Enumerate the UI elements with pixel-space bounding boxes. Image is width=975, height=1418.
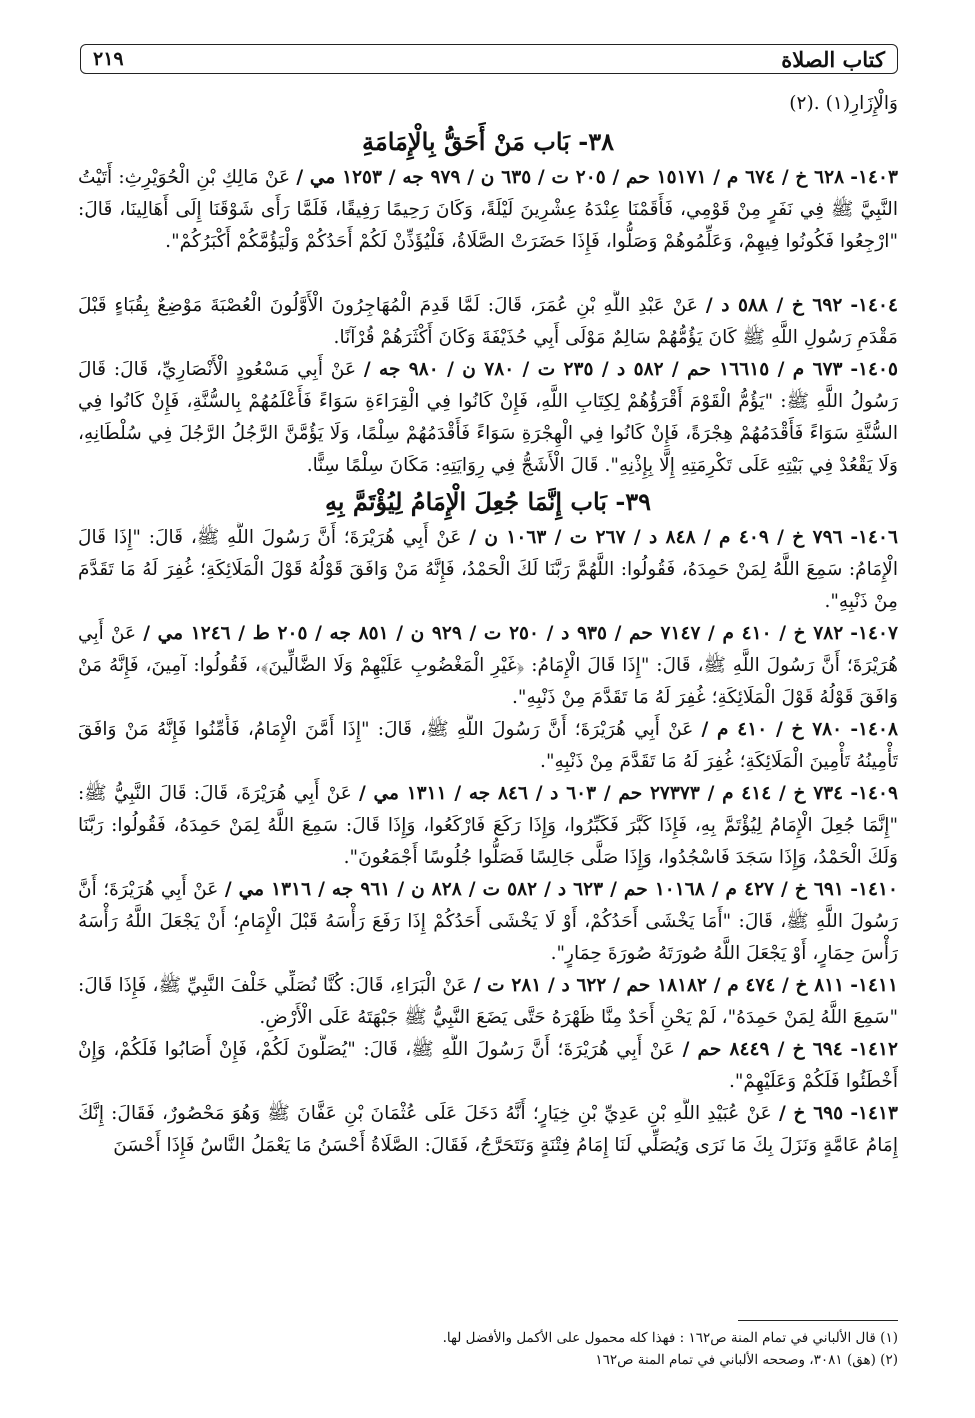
continued-text: وَالْإِزَارِ(١) .(٢)	[789, 93, 898, 114]
footnotes	[78, 1327, 898, 1371]
chapter-heading-38: ٣٨- بَاب مَنْ أَحَقُّ بِالْإِمَامَةِ	[362, 127, 614, 156]
hadith-references: ٦٩٤ خ / ٨٤٤٩ حم /	[682, 1039, 843, 1060]
hadith-number: ١٤٠٦-	[850, 527, 898, 548]
hadith-text: عَنْ أَبِي هُرَيْرَةَ؛ أَنَّ رَسُولَ اللَّهِ ﷺ، قَالَ: "إِذَا قَالَ الْإِمَامُ: ﴿غَيْرِ الْمَغْضُوبِ عَلَيْهِمْ وَلَا الضَّالِّينَ﴾، فَقُولُوا: آمِينَ، فَإِنَّهُ مَنْ وَافَقَ قَوْلُهُ قَوْلَ الْمَلَائِكَةِ؛ غُفِرَ لَهُ مَا تَقَدَّمَ مِنْ ذَنْبِهِ".	[78, 623, 898, 708]
hadith-references: ٨١١ خ / ٤٧٤ م / ١٨١٨٢ حم / ٦٢٢ د / ٢٨١ ت /	[473, 975, 845, 996]
footnote-divider	[738, 1320, 898, 1321]
hadith-number: ١٤١١-	[850, 975, 898, 996]
hadith-references: ٧٨٢ خ / ٤١٠ م / ٧١٤٧ حم / ٩٣٥ د / ٢٥٠ ت / ٩٢٩ ن / ٨٥١ جه / ٢٠٥ ط / ١٢٤٦ مي /	[143, 623, 844, 644]
hadith-number: ١٤١٣-	[850, 1103, 898, 1124]
hadith-1413	[78, 1098, 898, 1162]
hadith-references: ٧٩٦ خ / ٤٠٩ م / ٨٤٨ د / ٢٦٧ ت / ١٠٦٣ ن /	[469, 527, 843, 548]
hadith-number: ١٤٠٧-	[850, 623, 898, 644]
footnote-1: (١) قال الألباني في تمام المنة ص١٦٢ : فهذا كله محمول على الأكمل والأفضل لها.	[442, 1330, 898, 1346]
hadith-1412	[78, 1034, 898, 1098]
hadith-number: ١٤٠٨-	[850, 719, 898, 740]
hadith-text: عَنْ أَبِي هُرَيْرَةَ؛ أَنَّ رَسُولَ اللَّهِ ﷺ، قَالَ: "إِذَا قَالَ الْإِمَامُ: سَمِعَ اللَّهُ لِمَنْ حَمِدَهُ، فَقُولُوا: اللَّهُمَّ رَبَّنَا لَكَ الْحَمْدُ، فَإِنَّهُ مَنْ وَافَقَ قَوْلُهُ قَوْلَ الْمَلَائِكَةِ؛ غُفِرَ لَهُ مَا تَقَدَّمَ مِنْ ذَنْبِهِ".	[78, 527, 898, 612]
hadith-text: عَنْ أَبِي مَسْعُودٍ الْأَنْصَارِيِّ، قَالَ: قَالَ رَسُولُ اللَّهِ ﷺ: "يَؤُمُّ الْقَوْمَ أَقْرَؤُهُمْ لِكِتَابِ اللَّهِ، فَإِنْ كَانُوا فِي الْقِرَاءَةِ سَوَاءً فَأَعْلَمُهُمْ بِالسُّنَّةِ، فَإِنْ كَانُوا فِي السُّنَّةِ سَوَاءً فَأَقْدَمُهُمْ هِجْرَةً، فَإِنْ كَانُوا فِي الْهِجْرَةِ سَوَاءً فَأَقْدَمُهُمْ سِلْمًا، وَلَا يَؤُمَّنَّ الرَّجُلُ الرَّجُلَ فِي سُلْطَانِهِ، وَلَا يَقْعُدْ فِي بَيْتِهِ عَلَى تَكْرِمَتِهِ إِلَّا بِإِذْنِهِ". قَالَ الْأَشَجُّ فِي رِوَايَتِهِ: مَكَانَ سِلْمًا سِنًّا.	[78, 359, 898, 476]
page-body	[78, 88, 898, 1162]
hadith-number: ١٤١٠-	[850, 879, 898, 900]
footnote-2: (٢) (هق) ٣٠٨١، وصححه الألباني في تمام المنة ص١٦٢	[595, 1352, 898, 1368]
hadith-1408	[78, 714, 898, 778]
hadith-text: عَنْ أَبِي هُرَيْرَةَ؛ أَنَّ رَسُولَ اللَّهِ ﷺ، قَالَ: "أَمَا يَخْشَى أَحَدُكُمْ، أَوْ لَا يَخْشَى أَحَدُكُمْ إِذَا رَفَعَ رَأْسَهُ قَبْلَ الْإِمَامِ؛ أَنْ يَجْعَلَ اللَّهُ رَأْسَهُ رَأْسَ حِمَارٍ، أَوْ يَجْعَلَ اللَّهُ صُورَتَهُ صُورَةَ حِمَارٍ".	[78, 879, 898, 964]
hadith-text: عَنْ الْبَرَاءِ، قَالَ: كُنَّا نُصَلِّي خَلْفَ النَّبِيِّ ﷺ، فَإِذَا قَالَ: "سَمِعَ اللَّهُ لِمَنْ حَمِدَهُ"، لَمْ يَحْنِ أَحَدٌ مِنَّا ظَهْرَهُ حَتَّى يَضَعَ النَّبِيُّ ﷺ جَبْهَتَهُ عَلَى الْأَرْضِ.	[78, 975, 898, 1028]
hadith-number: ١٤٠٥-	[850, 359, 898, 380]
hadith-text: عَنْ عَبْدِ اللَّهِ بْنِ عُمَرَ، قَالَ: لَمَّا قَدِمَ الْمُهَاجِرُونَ الْأَوَّلُونَ الْعُصْبَةَ مَوْضِعٌ بِقُبَاءٍ قَبْلَ مَقْدَمِ رَسُولِ اللَّهِ ﷺ كَانَ يَؤُمُّهُمْ سَالِمٌ مَوْلَى أَبِي حُذَيْفَةَ وَكَانَ أَكْثَرَهُمْ قُرْآنًا.	[78, 295, 898, 348]
hadith-references: ٦٩٥ خ /	[778, 1103, 844, 1124]
hadith-1409	[78, 778, 898, 874]
hadith-text: عَنْ عُبَيْدِ اللَّهِ بْنِ عَدِيِّ بْنِ خِيَارٍ؛ أَنَّهُ دَخَلَ عَلَى عُثْمَانَ بْنِ عَفَّانَ ﷺ وَهُوَ مَحْصُورٌ، فَقَالَ: إِنَّكَ إِمَامُ عَامَّةٍ وَنَزَلَ بِكَ مَا نَرَى وَيُصَلِّي لَنَا إِمَامُ فِتْنَةٍ وَنَتَحَرَّجُ، فَقَالَ: الصَّلَاةُ أَحْسَنُ مَا يَعْمَلُ النَّاسُ فَإِذَا أَحْسَنَ	[78, 1103, 898, 1156]
hadith-references: ٦٩٢ خ / ٥٨٨ د /	[705, 295, 843, 316]
hadith-text: عَنْ مَالِكِ بْنِ الْحُوَيْرِثِ: أَتَيْتُ النَّبِيَّ ﷺ فِي نَفَرٍ مِنْ قَوْمِي، فَأَقَمْنَا عِنْدَهُ عِشْرِينَ لَيْلَةً، وَكَانَ رَحِيمًا رَفِيقًا، فَلَمَّا رَأَى شَوْقَنَا إِلَى أَهَالِينَا، قَالَ: "ارْجِعُوا فَكُونُوا فِيهِمْ، وَعَلِّمُوهُمْ وَصَلُّوا، فَإِذَا حَضَرَتْ الصَّلَاةُ، فَلْيُؤَذِّنْ لَكُمْ أَحَدُكُمْ وَلْيَؤُمَّكُمْ أَكْبَرُكُمْ".	[78, 167, 898, 252]
page-header	[80, 44, 898, 74]
hadith-text: عَنْ أَبِي هُرَيْرَةَ؛ أَنَّ رَسُولَ اللَّهِ ﷺ، قَالَ: "إِذَا أَمَّنَ الْإِمَامُ، فَأَمِّنُوا فَإِنَّهُ مَنْ وَافَقَ تَأْمِينُهُ تَأْمِينَ الْمَلَائِكَةِ؛ غُفِرَ لَهُ مَا تَقَدَّمَ مِنْ ذَنْبِهِ".	[78, 719, 898, 772]
book-title: كتاب الصلاة	[781, 46, 885, 72]
hadith-references: ٧٣٤ خ / ٤١٤ م / ٢٧٣٧٣ حم / ٦٠٣ د / ٨٤٦ جه / ١٣١١ مي /	[359, 783, 844, 804]
hadith-text: عَنْ أَبِي هُرَيْرَةَ؛ أَنَّ رَسُولَ اللَّهِ ﷺ، قَالَ: "يُصَلُّونَ لَكُمْ، فَإِنْ أَصَابُوا فَلَكُمْ، وَإِنْ أَخْطَئُوا فَلَكُمْ وَعَلَيْهِمْ".	[78, 1039, 898, 1092]
hadith-1407	[78, 618, 898, 714]
hadith-number: ١٤٠٤-	[850, 295, 898, 316]
hadith-number: ١٤١٢-	[850, 1039, 898, 1060]
hadith-number: ١٤٠٩-	[850, 783, 898, 804]
hadith-1403	[78, 162, 898, 290]
hadith-1405	[78, 354, 898, 482]
chapter-heading-39: ٣٩- بَاب إِنَّمَا جُعِلَ الْإِمَامُ لِيُؤْتَمَّ بِهِ	[324, 487, 652, 516]
hadith-text: عَنْ أَبِي هُرَيْرَةَ، قَالَ: قَالَ النَّبِيُّ ﷺ: "إِنَّمَا جُعِلَ الْإِمَامُ لِيُؤْتَمَّ بِهِ، فَإِذَا كَبَّرَ فَكَبِّرُوا، وَإِذَا رَكَعَ فَارْكَعُوا، وَإِذَا قَالَ: سَمِعَ اللَّهُ لِمَنْ حَمِدَهُ، فَقُولُوا: رَبَّنَا وَلَكَ الْحَمْدُ، وَإِذَا سَجَدَ فَاسْجُدُوا، وَإِذَا صَلَّى جَالِسًا فَصَلُّوا جُلُوسًا أَجْمَعُونَ".	[78, 783, 898, 868]
page-number: ٢١٩	[93, 48, 124, 70]
hadith-references: ٧٨٠ خ / ٤١٠ م /	[701, 719, 843, 740]
hadith-references: ٦٧٣ م / ١٦٦١٥ حم / ٥٨٢ د / ٢٣٥ ت / ٧٨٠ ن / ٩٨٠ جه /	[363, 359, 843, 380]
hadith-references: ٦٢٨ خ / ٦٧٤ م / ١٥١٧١ حم / ٢٠٥ ت / ٦٣٥ ن / ٩٧٩ جه / ١٢٥٣ مي /	[296, 167, 845, 188]
hadith-references: ٦٩١ خ / ٤٢٧ م / ١٠١٦٨ حم / ٦٢٣ د / ٥٨٢ ت / ٨٢٨ ن / ٩٦١ جه / ١٣١٦ مي /	[224, 879, 844, 900]
hadith-1404	[78, 290, 898, 354]
hadith-1411	[78, 970, 898, 1034]
hadith-number: ١٤٠٣-	[850, 167, 898, 188]
hadith-1406	[78, 522, 898, 618]
hadith-1410	[78, 874, 898, 970]
